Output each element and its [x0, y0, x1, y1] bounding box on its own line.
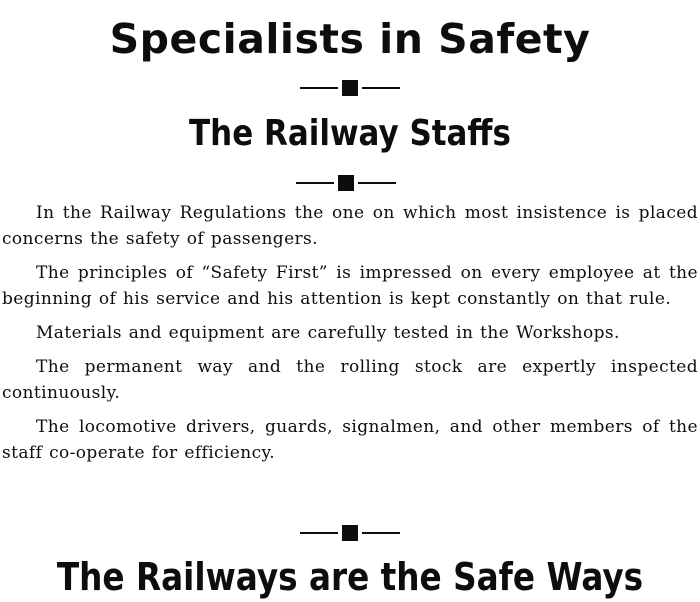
paragraph-regulations: In the Railway Regulations the one on which most insistence is placed concerns the safety of passengers.	[2, 203, 698, 249]
paragraph-staff: The locomotive drivers, guards, signalmen, and other members of the staff co-operate for efficiency.	[2, 417, 698, 463]
ornament-divider-middle	[296, 175, 396, 193]
ad-subtitle: The Railway Staffs	[189, 113, 511, 154]
ad-body	[0, 200, 700, 474]
ad-title: Specialists in Safety	[109, 15, 591, 63]
ornament-divider-bottom	[300, 525, 400, 543]
paragraph-materials: Materials and equipment are carefully tested in the Workshops.	[36, 323, 620, 343]
paragraph-permanent-way: The permanent way and the rolling stock are expertly inspected continuously.	[2, 357, 698, 403]
ornament-divider-top	[300, 80, 400, 98]
ad-footer-slogan: The Railways are the Safe Ways	[56, 555, 644, 599]
paragraph-safety-first: The principles of “Safety First” is impressed on every employee at the beginning of his service and his attention is kept constantly on that rule.	[2, 263, 698, 309]
